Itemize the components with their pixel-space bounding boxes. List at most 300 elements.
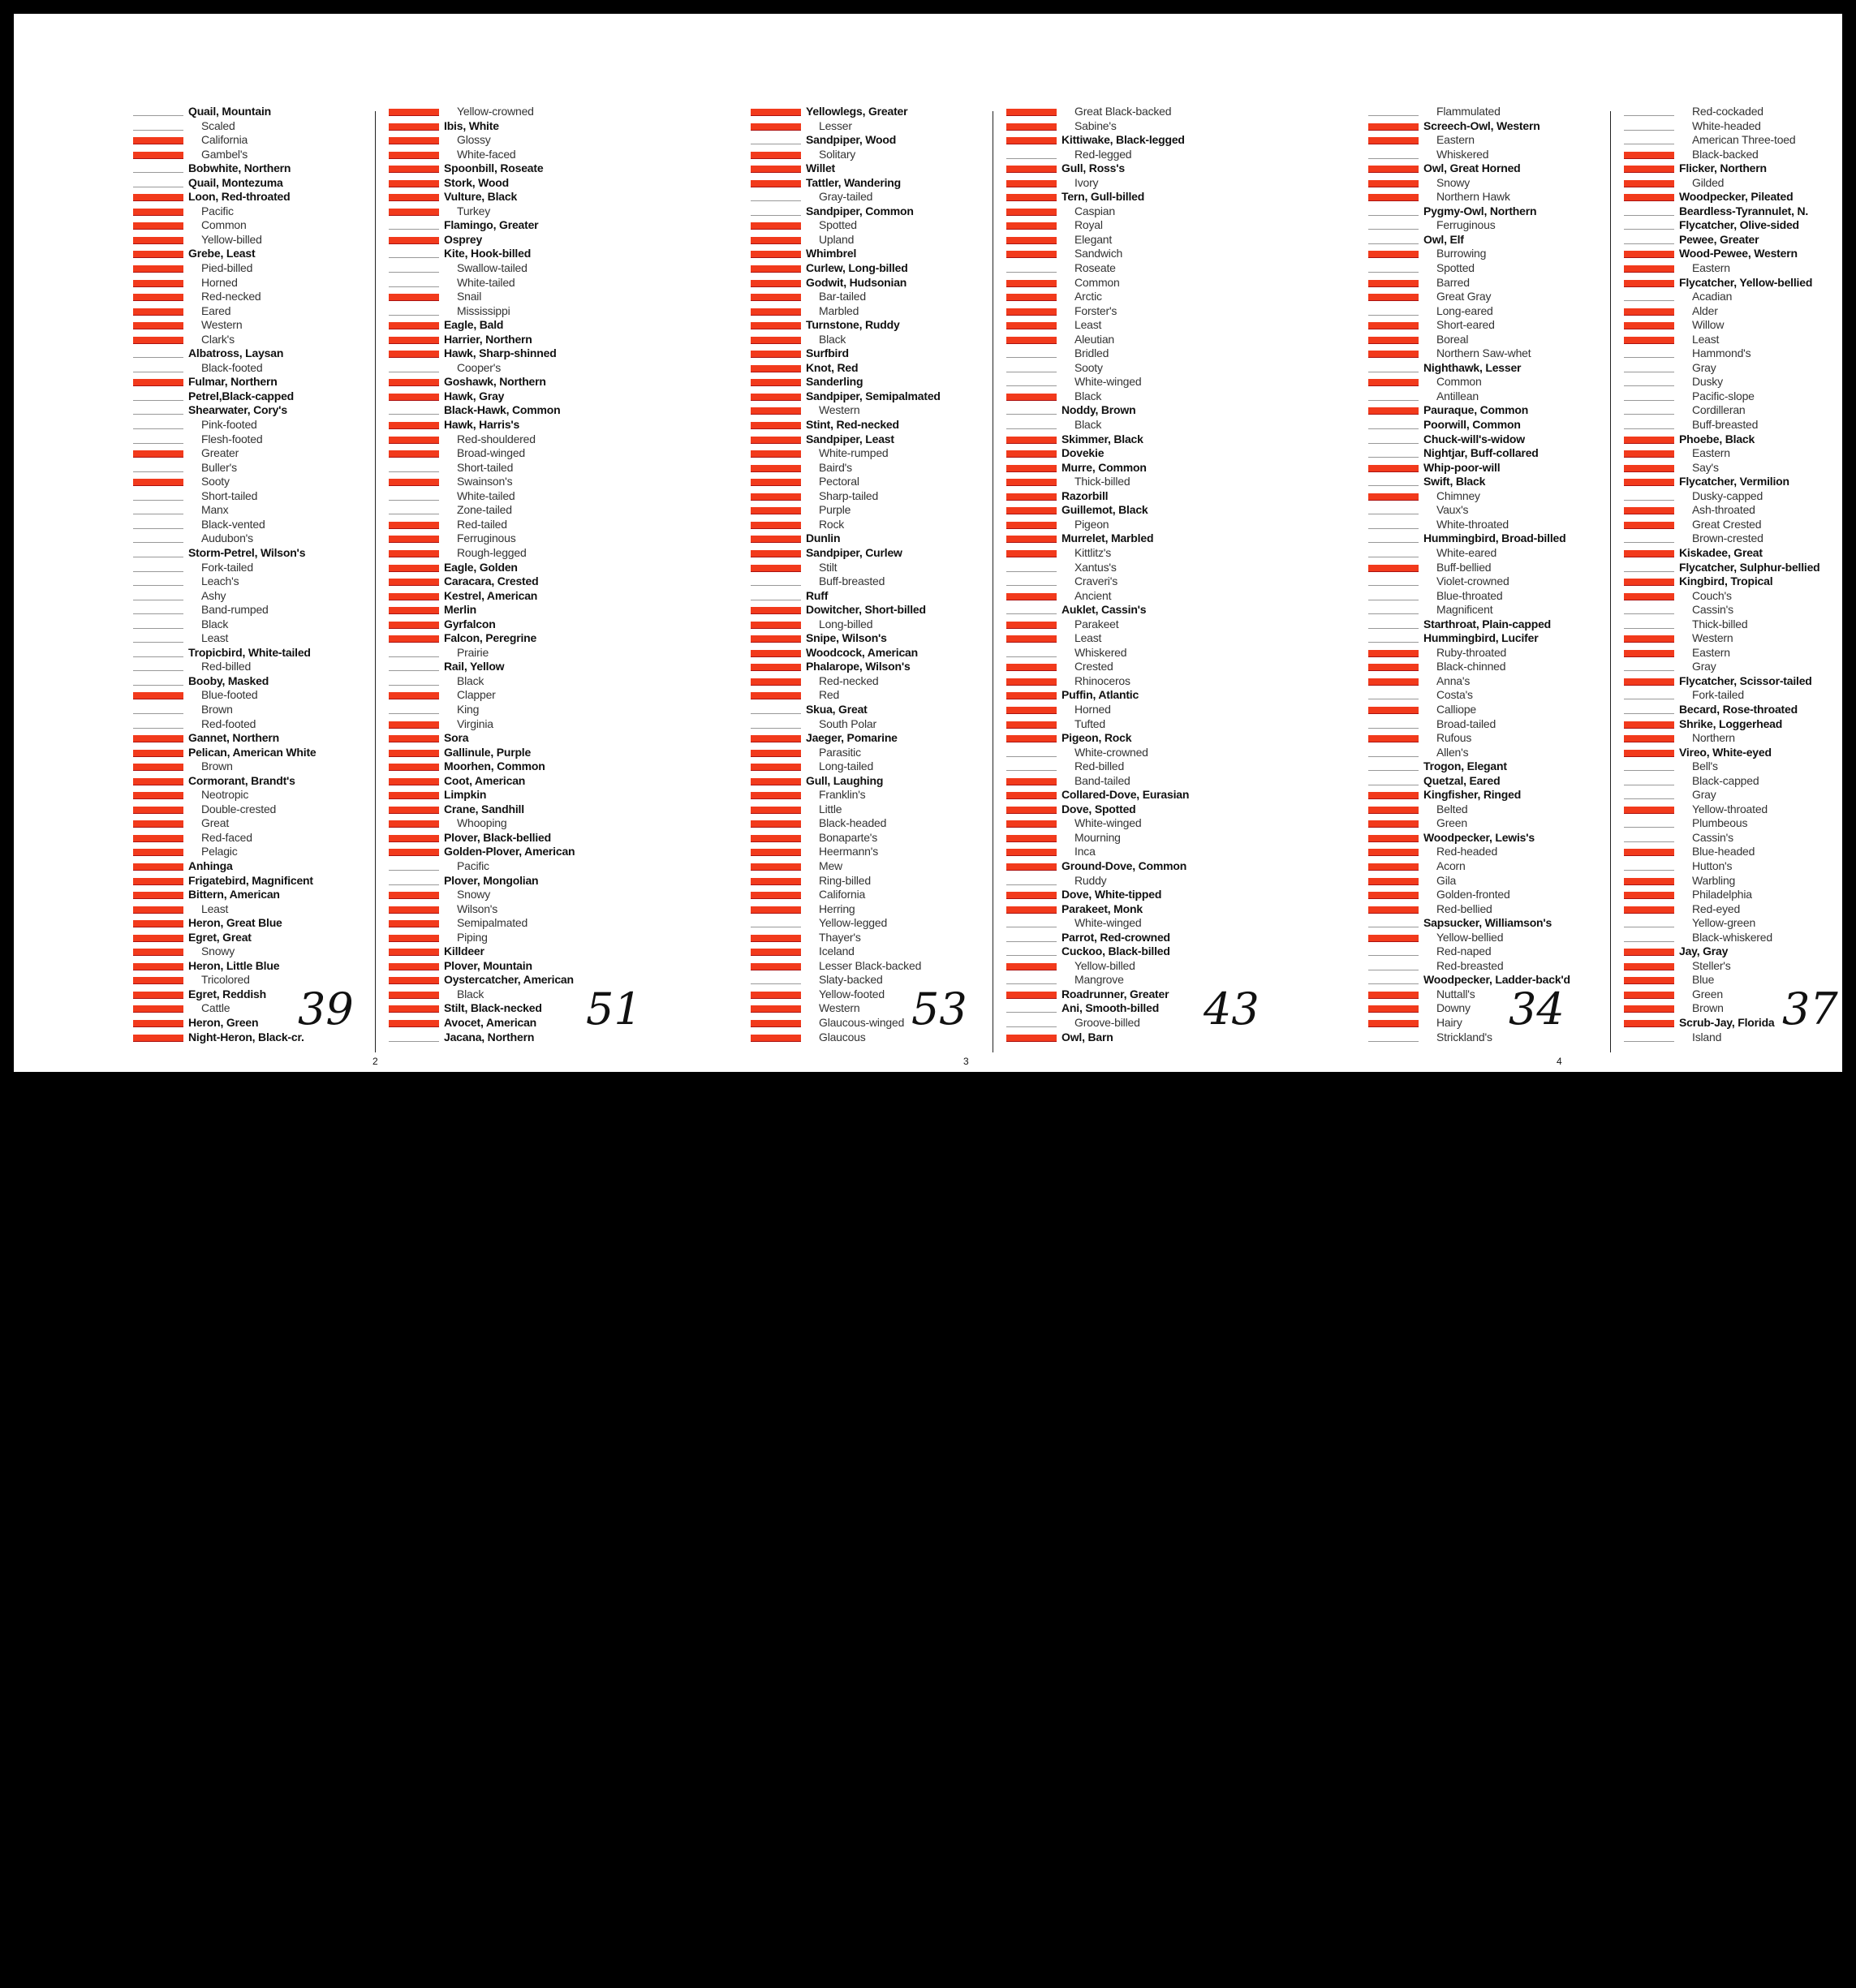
checked-marker[interactable] (389, 322, 439, 329)
checked-marker[interactable] (389, 764, 439, 771)
checked-marker[interactable] (1624, 550, 1674, 557)
unchecked-marker[interactable] (1006, 1020, 1057, 1027)
checked-marker[interactable] (133, 878, 183, 885)
unchecked-marker[interactable] (1368, 963, 1419, 970)
checked-marker[interactable] (1006, 635, 1057, 643)
checked-marker[interactable] (133, 963, 183, 970)
checked-marker[interactable] (1006, 536, 1057, 543)
checked-marker[interactable] (1368, 166, 1419, 173)
checked-marker[interactable] (751, 949, 801, 956)
checked-marker[interactable] (1006, 450, 1057, 458)
checked-marker[interactable] (389, 437, 439, 444)
checked-marker[interactable] (751, 322, 801, 329)
checked-marker[interactable] (389, 835, 439, 842)
unchecked-marker[interactable] (1624, 778, 1674, 785)
checked-marker[interactable] (389, 294, 439, 301)
checked-marker[interactable] (1368, 906, 1419, 914)
checked-marker[interactable] (389, 750, 439, 757)
checked-marker[interactable] (1368, 807, 1419, 814)
checked-marker[interactable] (133, 1020, 183, 1027)
checked-marker[interactable] (133, 308, 183, 316)
unchecked-marker[interactable] (751, 593, 801, 600)
unchecked-marker[interactable] (751, 707, 801, 714)
unchecked-marker[interactable] (1006, 878, 1057, 885)
checked-marker[interactable] (1368, 379, 1419, 386)
checked-marker[interactable] (751, 394, 801, 401)
checked-marker[interactable] (1368, 280, 1419, 287)
checked-marker[interactable] (389, 422, 439, 429)
checked-marker[interactable] (1006, 280, 1057, 287)
unchecked-marker[interactable] (751, 579, 801, 586)
checked-marker[interactable] (1624, 507, 1674, 514)
checked-marker[interactable] (1624, 479, 1674, 486)
unchecked-marker[interactable] (1624, 407, 1674, 415)
checked-marker[interactable] (389, 450, 439, 458)
checked-marker[interactable] (1006, 493, 1057, 501)
unchecked-marker[interactable] (1006, 764, 1057, 771)
checked-marker[interactable] (1006, 963, 1057, 970)
checked-marker[interactable] (1368, 407, 1419, 415)
unchecked-marker[interactable] (133, 565, 183, 572)
checked-marker[interactable] (389, 209, 439, 216)
checked-marker[interactable] (133, 322, 183, 329)
checked-marker[interactable] (751, 422, 801, 429)
unchecked-marker[interactable] (1624, 137, 1674, 144)
checked-marker[interactable] (389, 394, 439, 401)
unchecked-marker[interactable] (1624, 294, 1674, 301)
unchecked-marker[interactable] (133, 465, 183, 472)
checked-marker[interactable] (1006, 820, 1057, 828)
checked-marker[interactable] (1624, 963, 1674, 970)
unchecked-marker[interactable] (1006, 935, 1057, 942)
checked-marker[interactable] (1624, 450, 1674, 458)
checked-marker[interactable] (1624, 892, 1674, 899)
checked-marker[interactable] (751, 308, 801, 316)
checked-marker[interactable] (751, 678, 801, 686)
unchecked-marker[interactable] (1006, 579, 1057, 586)
checked-marker[interactable] (133, 152, 183, 159)
checked-marker[interactable] (1624, 166, 1674, 173)
unchecked-marker[interactable] (1368, 365, 1419, 372)
checked-marker[interactable] (751, 222, 801, 230)
checked-marker[interactable] (751, 1020, 801, 1027)
checked-marker[interactable] (1368, 992, 1419, 999)
unchecked-marker[interactable] (751, 721, 801, 729)
checked-marker[interactable] (751, 906, 801, 914)
checked-marker[interactable] (1006, 778, 1057, 785)
unchecked-marker[interactable] (389, 863, 439, 871)
unchecked-marker[interactable] (1368, 750, 1419, 757)
checked-marker[interactable] (751, 251, 801, 258)
unchecked-marker[interactable] (1624, 935, 1674, 942)
unchecked-marker[interactable] (389, 365, 439, 372)
unchecked-marker[interactable] (1624, 622, 1674, 629)
checked-marker[interactable] (751, 878, 801, 885)
checked-marker[interactable] (1006, 180, 1057, 187)
unchecked-marker[interactable] (389, 650, 439, 657)
checked-marker[interactable] (133, 294, 183, 301)
checked-marker[interactable] (751, 294, 801, 301)
checked-marker[interactable] (1624, 337, 1674, 344)
checked-marker[interactable] (1368, 565, 1419, 572)
unchecked-marker[interactable] (133, 522, 183, 529)
unchecked-marker[interactable] (751, 194, 801, 201)
unchecked-marker[interactable] (1624, 692, 1674, 699)
checked-marker[interactable] (1006, 707, 1057, 714)
checked-marker[interactable] (1624, 721, 1674, 729)
checked-marker[interactable] (389, 820, 439, 828)
checked-marker[interactable] (751, 820, 801, 828)
unchecked-marker[interactable] (1624, 835, 1674, 842)
unchecked-marker[interactable] (1624, 123, 1674, 131)
checked-marker[interactable] (751, 536, 801, 543)
checked-marker[interactable] (1624, 849, 1674, 856)
checked-marker[interactable] (751, 1035, 801, 1042)
checked-marker[interactable] (1006, 437, 1057, 444)
checked-marker[interactable] (1006, 664, 1057, 671)
unchecked-marker[interactable] (1006, 265, 1057, 273)
checked-marker[interactable] (1368, 1005, 1419, 1013)
checked-marker[interactable] (1006, 735, 1057, 742)
checked-marker[interactable] (1006, 166, 1057, 173)
checked-marker[interactable] (389, 109, 439, 116)
unchecked-marker[interactable] (1368, 920, 1419, 927)
unchecked-marker[interactable] (133, 664, 183, 671)
unchecked-marker[interactable] (1006, 650, 1057, 657)
unchecked-marker[interactable] (1368, 479, 1419, 486)
checked-marker[interactable] (751, 635, 801, 643)
unchecked-marker[interactable] (1624, 664, 1674, 671)
checked-marker[interactable] (389, 935, 439, 942)
checked-marker[interactable] (751, 935, 801, 942)
checked-marker[interactable] (751, 607, 801, 614)
checked-marker[interactable] (1624, 593, 1674, 600)
checked-marker[interactable] (751, 992, 801, 999)
unchecked-marker[interactable] (1624, 237, 1674, 244)
checked-marker[interactable] (1006, 137, 1057, 144)
unchecked-marker[interactable] (133, 550, 183, 557)
checked-marker[interactable] (1624, 807, 1674, 814)
unchecked-marker[interactable] (389, 678, 439, 686)
checked-marker[interactable] (389, 593, 439, 600)
checked-marker[interactable] (133, 807, 183, 814)
checked-marker[interactable] (1006, 123, 1057, 131)
unchecked-marker[interactable] (1624, 863, 1674, 871)
checked-marker[interactable] (1006, 209, 1057, 216)
checked-marker[interactable] (751, 550, 801, 557)
checked-marker[interactable] (133, 265, 183, 273)
checked-marker[interactable] (389, 635, 439, 643)
checked-marker[interactable] (751, 280, 801, 287)
checked-marker[interactable] (1624, 251, 1674, 258)
checked-marker[interactable] (751, 1005, 801, 1013)
unchecked-marker[interactable] (1368, 209, 1419, 216)
checked-marker[interactable] (751, 750, 801, 757)
checked-marker[interactable] (1006, 465, 1057, 472)
unchecked-marker[interactable] (133, 493, 183, 501)
checked-marker[interactable] (1624, 735, 1674, 742)
unchecked-marker[interactable] (1624, 764, 1674, 771)
checked-marker[interactable] (751, 180, 801, 187)
checked-marker[interactable] (389, 536, 439, 543)
checked-marker[interactable] (1368, 1020, 1419, 1027)
checked-marker[interactable] (389, 166, 439, 173)
checked-marker[interactable] (133, 977, 183, 984)
unchecked-marker[interactable] (1368, 450, 1419, 458)
checked-marker[interactable] (1368, 251, 1419, 258)
checked-marker[interactable] (1624, 1020, 1674, 1027)
checked-marker[interactable] (1368, 678, 1419, 686)
unchecked-marker[interactable] (1368, 109, 1419, 116)
unchecked-marker[interactable] (1368, 507, 1419, 514)
checked-marker[interactable] (751, 337, 801, 344)
checked-marker[interactable] (1006, 721, 1057, 729)
unchecked-marker[interactable] (1624, 379, 1674, 386)
checked-marker[interactable] (751, 892, 801, 899)
checked-marker[interactable] (389, 194, 439, 201)
unchecked-marker[interactable] (1368, 422, 1419, 429)
checked-marker[interactable] (1624, 280, 1674, 287)
checked-marker[interactable] (133, 379, 183, 386)
checked-marker[interactable] (389, 337, 439, 344)
unchecked-marker[interactable] (133, 123, 183, 131)
checked-marker[interactable] (1368, 849, 1419, 856)
unchecked-marker[interactable] (1368, 308, 1419, 316)
checked-marker[interactable] (389, 778, 439, 785)
unchecked-marker[interactable] (1368, 977, 1419, 984)
checked-marker[interactable] (389, 180, 439, 187)
unchecked-marker[interactable] (389, 465, 439, 472)
unchecked-marker[interactable] (1624, 536, 1674, 543)
checked-marker[interactable] (1368, 892, 1419, 899)
unchecked-marker[interactable] (1368, 265, 1419, 273)
unchecked-marker[interactable] (1368, 778, 1419, 785)
unchecked-marker[interactable] (1368, 522, 1419, 529)
unchecked-marker[interactable] (1368, 536, 1419, 543)
unchecked-marker[interactable] (1368, 622, 1419, 629)
checked-marker[interactable] (751, 407, 801, 415)
checked-marker[interactable] (133, 920, 183, 927)
unchecked-marker[interactable] (133, 607, 183, 614)
unchecked-marker[interactable] (1006, 379, 1057, 386)
checked-marker[interactable] (389, 123, 439, 131)
checked-marker[interactable] (133, 251, 183, 258)
unchecked-marker[interactable] (1368, 764, 1419, 771)
unchecked-marker[interactable] (1006, 365, 1057, 372)
unchecked-marker[interactable] (133, 180, 183, 187)
checked-marker[interactable] (1006, 251, 1057, 258)
checked-marker[interactable] (389, 977, 439, 984)
checked-marker[interactable] (389, 579, 439, 586)
checked-marker[interactable] (133, 835, 183, 842)
unchecked-marker[interactable] (751, 137, 801, 144)
checked-marker[interactable] (133, 906, 183, 914)
unchecked-marker[interactable] (1368, 721, 1419, 729)
unchecked-marker[interactable] (1624, 707, 1674, 714)
checked-marker[interactable] (1624, 635, 1674, 643)
checked-marker[interactable] (1006, 394, 1057, 401)
checked-marker[interactable] (751, 493, 801, 501)
checked-marker[interactable] (133, 892, 183, 899)
checked-marker[interactable] (389, 237, 439, 244)
checked-marker[interactable] (751, 778, 801, 785)
unchecked-marker[interactable] (1368, 949, 1419, 956)
unchecked-marker[interactable] (389, 251, 439, 258)
checked-marker[interactable] (133, 820, 183, 828)
checked-marker[interactable] (751, 166, 801, 173)
checked-marker[interactable] (1368, 650, 1419, 657)
unchecked-marker[interactable] (1624, 394, 1674, 401)
checked-marker[interactable] (389, 522, 439, 529)
checked-marker[interactable] (1006, 849, 1057, 856)
checked-marker[interactable] (1006, 807, 1057, 814)
unchecked-marker[interactable] (133, 166, 183, 173)
checked-marker[interactable] (133, 949, 183, 956)
checked-marker[interactable] (389, 849, 439, 856)
checked-marker[interactable] (751, 437, 801, 444)
checked-marker[interactable] (389, 379, 439, 386)
unchecked-marker[interactable] (1368, 1035, 1419, 1042)
unchecked-marker[interactable] (1006, 1005, 1057, 1013)
checked-marker[interactable] (751, 379, 801, 386)
unchecked-marker[interactable] (133, 635, 183, 643)
unchecked-marker[interactable] (1006, 152, 1057, 159)
unchecked-marker[interactable] (389, 707, 439, 714)
checked-marker[interactable] (389, 1005, 439, 1013)
unchecked-marker[interactable] (1624, 607, 1674, 614)
checked-marker[interactable] (751, 123, 801, 131)
checked-marker[interactable] (1624, 1005, 1674, 1013)
checked-marker[interactable] (1624, 878, 1674, 885)
checked-marker[interactable] (133, 992, 183, 999)
checked-marker[interactable] (1624, 750, 1674, 757)
checked-marker[interactable] (751, 622, 801, 629)
checked-marker[interactable] (1624, 906, 1674, 914)
checked-marker[interactable] (1368, 878, 1419, 885)
unchecked-marker[interactable] (389, 507, 439, 514)
checked-marker[interactable] (1624, 194, 1674, 201)
checked-marker[interactable] (1368, 493, 1419, 501)
checked-marker[interactable] (133, 209, 183, 216)
checked-marker[interactable] (389, 692, 439, 699)
checked-marker[interactable] (1368, 322, 1419, 329)
checked-marker[interactable] (1006, 507, 1057, 514)
checked-marker[interactable] (1006, 835, 1057, 842)
checked-marker[interactable] (751, 849, 801, 856)
unchecked-marker[interactable] (133, 351, 183, 358)
checked-marker[interactable] (1006, 337, 1057, 344)
checked-marker[interactable] (133, 735, 183, 742)
checked-marker[interactable] (751, 807, 801, 814)
checked-marker[interactable] (1006, 322, 1057, 329)
unchecked-marker[interactable] (389, 265, 439, 273)
unchecked-marker[interactable] (1624, 820, 1674, 828)
unchecked-marker[interactable] (133, 394, 183, 401)
checked-marker[interactable] (751, 109, 801, 116)
checked-marker[interactable] (751, 963, 801, 970)
unchecked-marker[interactable] (389, 407, 439, 415)
checked-marker[interactable] (1624, 322, 1674, 329)
checked-marker[interactable] (133, 1005, 183, 1013)
checked-marker[interactable] (133, 479, 183, 486)
unchecked-marker[interactable] (751, 977, 801, 984)
checked-marker[interactable] (389, 892, 439, 899)
unchecked-marker[interactable] (1624, 209, 1674, 216)
checked-marker[interactable] (1624, 308, 1674, 316)
checked-marker[interactable] (1368, 194, 1419, 201)
checked-marker[interactable] (1624, 465, 1674, 472)
checked-marker[interactable] (133, 764, 183, 771)
checked-marker[interactable] (389, 152, 439, 159)
unchecked-marker[interactable] (133, 622, 183, 629)
checked-marker[interactable] (751, 692, 801, 699)
checked-marker[interactable] (751, 650, 801, 657)
unchecked-marker[interactable] (133, 579, 183, 586)
checked-marker[interactable] (1624, 678, 1674, 686)
checked-marker[interactable] (133, 194, 183, 201)
checked-marker[interactable] (389, 137, 439, 144)
checked-marker[interactable] (1624, 579, 1674, 586)
checked-marker[interactable] (1006, 692, 1057, 699)
unchecked-marker[interactable] (1006, 565, 1057, 572)
checked-marker[interactable] (133, 280, 183, 287)
unchecked-marker[interactable] (1368, 237, 1419, 244)
unchecked-marker[interactable] (751, 209, 801, 216)
checked-marker[interactable] (1368, 935, 1419, 942)
unchecked-marker[interactable] (133, 437, 183, 444)
checked-marker[interactable] (389, 565, 439, 572)
checked-marker[interactable] (1624, 977, 1674, 984)
unchecked-marker[interactable] (1624, 422, 1674, 429)
unchecked-marker[interactable] (1368, 593, 1419, 600)
checked-marker[interactable] (751, 565, 801, 572)
unchecked-marker[interactable] (1006, 949, 1057, 956)
checked-marker[interactable] (389, 949, 439, 956)
checked-marker[interactable] (751, 237, 801, 244)
unchecked-marker[interactable] (1368, 152, 1419, 159)
unchecked-marker[interactable] (389, 222, 439, 230)
checked-marker[interactable] (389, 992, 439, 999)
checked-marker[interactable] (1368, 123, 1419, 131)
checked-marker[interactable] (1368, 863, 1419, 871)
checked-marker[interactable] (1624, 949, 1674, 956)
unchecked-marker[interactable] (1624, 493, 1674, 501)
checked-marker[interactable] (1368, 137, 1419, 144)
unchecked-marker[interactable] (133, 109, 183, 116)
checked-marker[interactable] (751, 664, 801, 671)
checked-marker[interactable] (389, 792, 439, 799)
unchecked-marker[interactable] (1624, 920, 1674, 927)
unchecked-marker[interactable] (1624, 1035, 1674, 1042)
unchecked-marker[interactable] (1368, 579, 1419, 586)
checked-marker[interactable] (389, 920, 439, 927)
unchecked-marker[interactable] (1006, 422, 1057, 429)
checked-marker[interactable] (751, 792, 801, 799)
unchecked-marker[interactable] (1624, 109, 1674, 116)
checked-marker[interactable] (751, 365, 801, 372)
unchecked-marker[interactable] (1624, 565, 1674, 572)
unchecked-marker[interactable] (1624, 792, 1674, 799)
checked-marker[interactable] (1006, 550, 1057, 557)
checked-marker[interactable] (389, 351, 439, 358)
unchecked-marker[interactable] (133, 507, 183, 514)
checked-marker[interactable] (133, 222, 183, 230)
checked-marker[interactable] (751, 764, 801, 771)
checked-marker[interactable] (133, 863, 183, 871)
checked-marker[interactable] (1624, 265, 1674, 273)
unchecked-marker[interactable] (1368, 394, 1419, 401)
unchecked-marker[interactable] (1368, 550, 1419, 557)
